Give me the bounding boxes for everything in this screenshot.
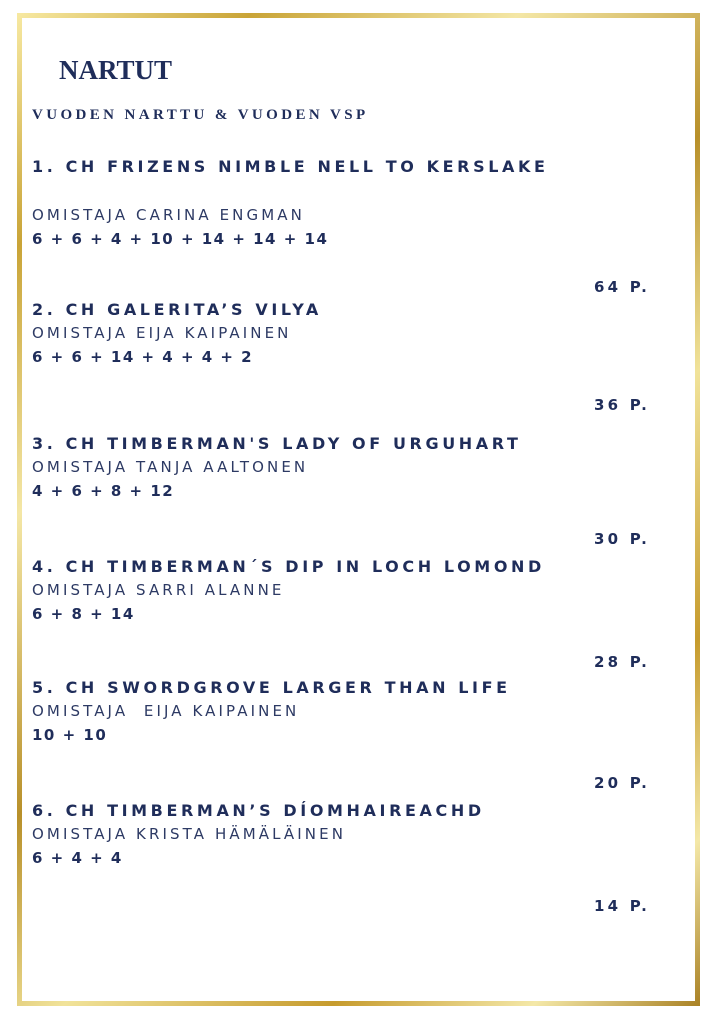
entry-2-total: 36 P.: [594, 396, 651, 414]
page-subtitle: VUODEN NARTTU & VUODEN VSP: [32, 107, 369, 123]
entry-3-scores: 4 + 6 + 8 + 12: [32, 482, 175, 500]
entry-6-scores: 6 + 4 + 4: [32, 849, 123, 867]
entry-6-total: 14 P.: [594, 897, 651, 915]
entry-4-total: 28 P.: [594, 653, 651, 671]
entry-4-owner: OMISTAJA SARRI ALANNE: [32, 581, 285, 599]
entry-1-owner: OMISTAJA CARINA ENGMAN: [32, 206, 305, 224]
entry-5-owner: OMISTAJA EIJA KAIPAINEN: [32, 702, 300, 720]
entry-3-owner: OMISTAJA TANJA AALTONEN: [32, 458, 309, 476]
entry-6-owner: OMISTAJA KRISTA HÄMÄLÄINEN: [32, 825, 347, 843]
entry-6-dog-name: 6. CH TIMBERMAN’S DÍOMHAIREACHD: [32, 801, 485, 820]
entry-4-scores: 6 + 8 + 14: [32, 605, 135, 623]
page-title: NARTUT: [59, 55, 173, 85]
entry-4-dog-name: 4. CH TIMBERMAN´S DIP IN LOCH LOMOND: [32, 557, 545, 576]
entry-5-dog-name: 5. CH SWORDGROVE LARGER THAN LIFE: [32, 678, 511, 697]
entry-1-total: 64 P.: [594, 278, 651, 296]
entry-1-scores: 6 + 6 + 4 + 10 + 14 + 14 + 14: [32, 230, 329, 248]
entry-5-total: 20 P.: [594, 774, 651, 792]
entry-3-total: 30 P.: [594, 530, 651, 548]
entry-2-dog-name: 2. CH GALERITA’S VILYA: [32, 300, 322, 319]
entry-1-dog-name: 1. CH FRIZENS NIMBLE NELL TO KERSLAKE: [32, 157, 549, 176]
entry-5-scores: 10 + 10: [32, 726, 108, 744]
entry-2-owner: OMISTAJA EIJA KAIPAINEN: [32, 324, 292, 342]
entry-3-dog-name: 3. CH TIMBERMAN'S LADY OF URGUHART: [32, 434, 522, 453]
entry-2-scores: 6 + 6 + 14 + 4 + 4 + 2: [32, 348, 254, 366]
